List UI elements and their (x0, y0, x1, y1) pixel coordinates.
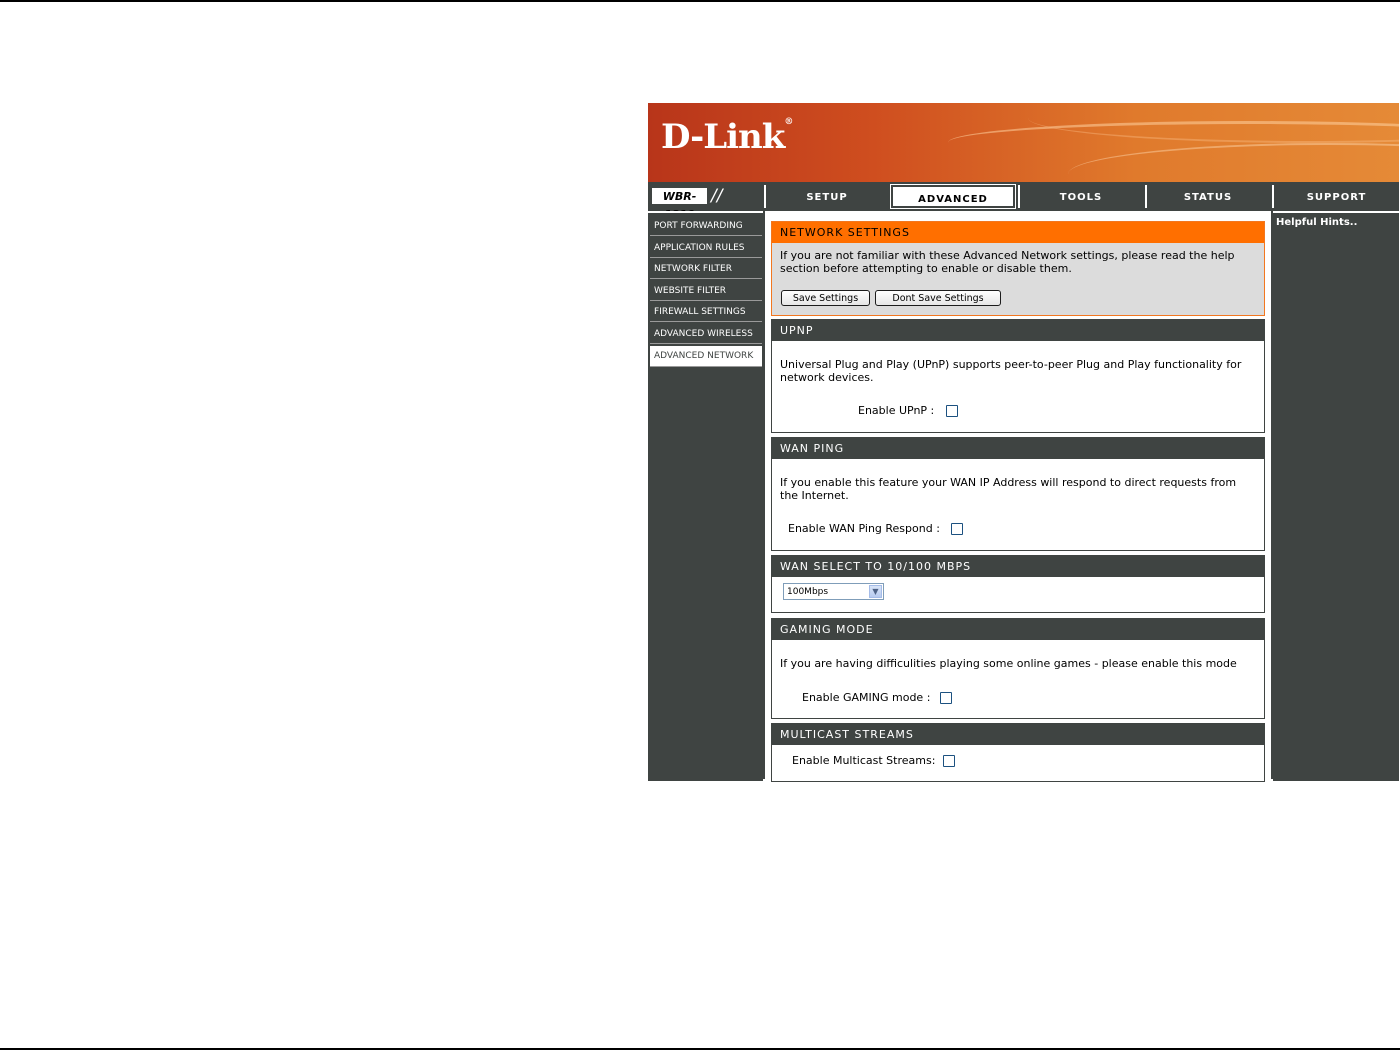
sidebar-item-port-forwarding[interactable]: PORT FORWARDING (650, 216, 762, 236)
router-admin-page (648, 103, 1399, 779)
top-nav (648, 184, 1399, 209)
dont-save-settings-button[interactable]: Dont Save Settings (875, 290, 1001, 306)
sidebar-item-network-filter[interactable]: NETWORK FILTER (650, 259, 762, 279)
save-settings-button[interactable]: Save Settings (781, 290, 870, 306)
section-title: GAMING MODE (772, 619, 1264, 640)
enable-wan-ping-checkbox[interactable] (951, 523, 963, 535)
tab-support[interactable]: SUPPORT (1272, 185, 1399, 208)
sidebar (648, 211, 763, 781)
section-title: UPNP (772, 320, 1264, 341)
sidebar-item-advanced-wireless[interactable]: ADVANCED WIRELESS (650, 324, 762, 344)
multicast-section (771, 723, 1265, 782)
page-bottom-rule (0, 1048, 1400, 1050)
enable-multicast-checkbox[interactable] (943, 755, 955, 767)
sidebar-item-application-rules[interactable]: APPLICATION RULES (650, 238, 762, 258)
tab-tools[interactable]: TOOLS (1018, 185, 1142, 208)
wan-ping-section (771, 437, 1265, 551)
slash-decoration: // (711, 186, 723, 206)
enable-upnp-row (858, 404, 958, 417)
section-description: If you are not familiar with these Advanced Network settings, please read the help section before attempting to enable or disable them. (780, 249, 1235, 275)
tab-status[interactable]: STATUS (1145, 185, 1269, 208)
enable-gaming-mode-row (802, 691, 952, 704)
enable-multicast-label: Enable Multicast Streams: (792, 754, 936, 767)
tab-advanced[interactable]: ADVANCED (891, 185, 1015, 208)
section-description: If you are having difficulities playing some online games - please enable this mode (780, 657, 1237, 670)
section-description: Universal Plug and Play (UPnP) supports peer-to-peer Plug and Play functionality for network devices. (780, 358, 1242, 384)
wan-speed-value: 100Mbps (787, 587, 829, 597)
section-title: WAN PING (772, 438, 1264, 459)
section-title: NETWORK SETTINGS (772, 222, 1264, 243)
sidebar-item-advanced-network[interactable]: ADVANCED NETWORK (650, 346, 762, 367)
helpful-hints-panel (1273, 211, 1399, 781)
chevron-down-icon[interactable]: ▼ (869, 585, 882, 598)
main-content (765, 211, 1271, 781)
gaming-mode-section (771, 618, 1265, 719)
helpful-hints-title: Helpful Hints.. (1276, 217, 1358, 228)
network-settings-section (771, 221, 1265, 316)
model-badge (649, 186, 763, 207)
sidebar-item-firewall-settings[interactable]: FIREWALL SETTINGS (650, 302, 762, 322)
wan-speed-select[interactable] (783, 583, 884, 600)
enable-wan-ping-row (788, 522, 963, 535)
page-top-rule (0, 0, 1400, 2)
enable-multicast-row (792, 754, 955, 767)
enable-upnp-checkbox[interactable] (946, 405, 958, 417)
upnp-section (771, 319, 1265, 433)
brand-banner (648, 103, 1399, 182)
section-description: If you enable this feature your WAN IP Address will respond to direct requests from the Internet. (780, 476, 1237, 502)
tab-setup[interactable]: SETUP (764, 185, 888, 208)
enable-wan-ping-label: Enable WAN Ping Respond : (788, 522, 940, 535)
model-label: WBR- (651, 187, 708, 205)
enable-gaming-mode-checkbox[interactable] (940, 692, 952, 704)
sidebar-item-website-filter[interactable]: WEBSITE FILTER (650, 281, 762, 301)
section-title: MULTICAST STREAMS (772, 724, 1264, 745)
enable-upnp-label: Enable UPnP : (858, 404, 935, 417)
dlink-logo: D-Link® (661, 117, 793, 157)
wan-select-section (771, 555, 1265, 613)
enable-gaming-mode-label: Enable GAMING mode : (802, 691, 931, 704)
section-title: WAN SELECT TO 10/100 MBPS (772, 556, 1264, 577)
